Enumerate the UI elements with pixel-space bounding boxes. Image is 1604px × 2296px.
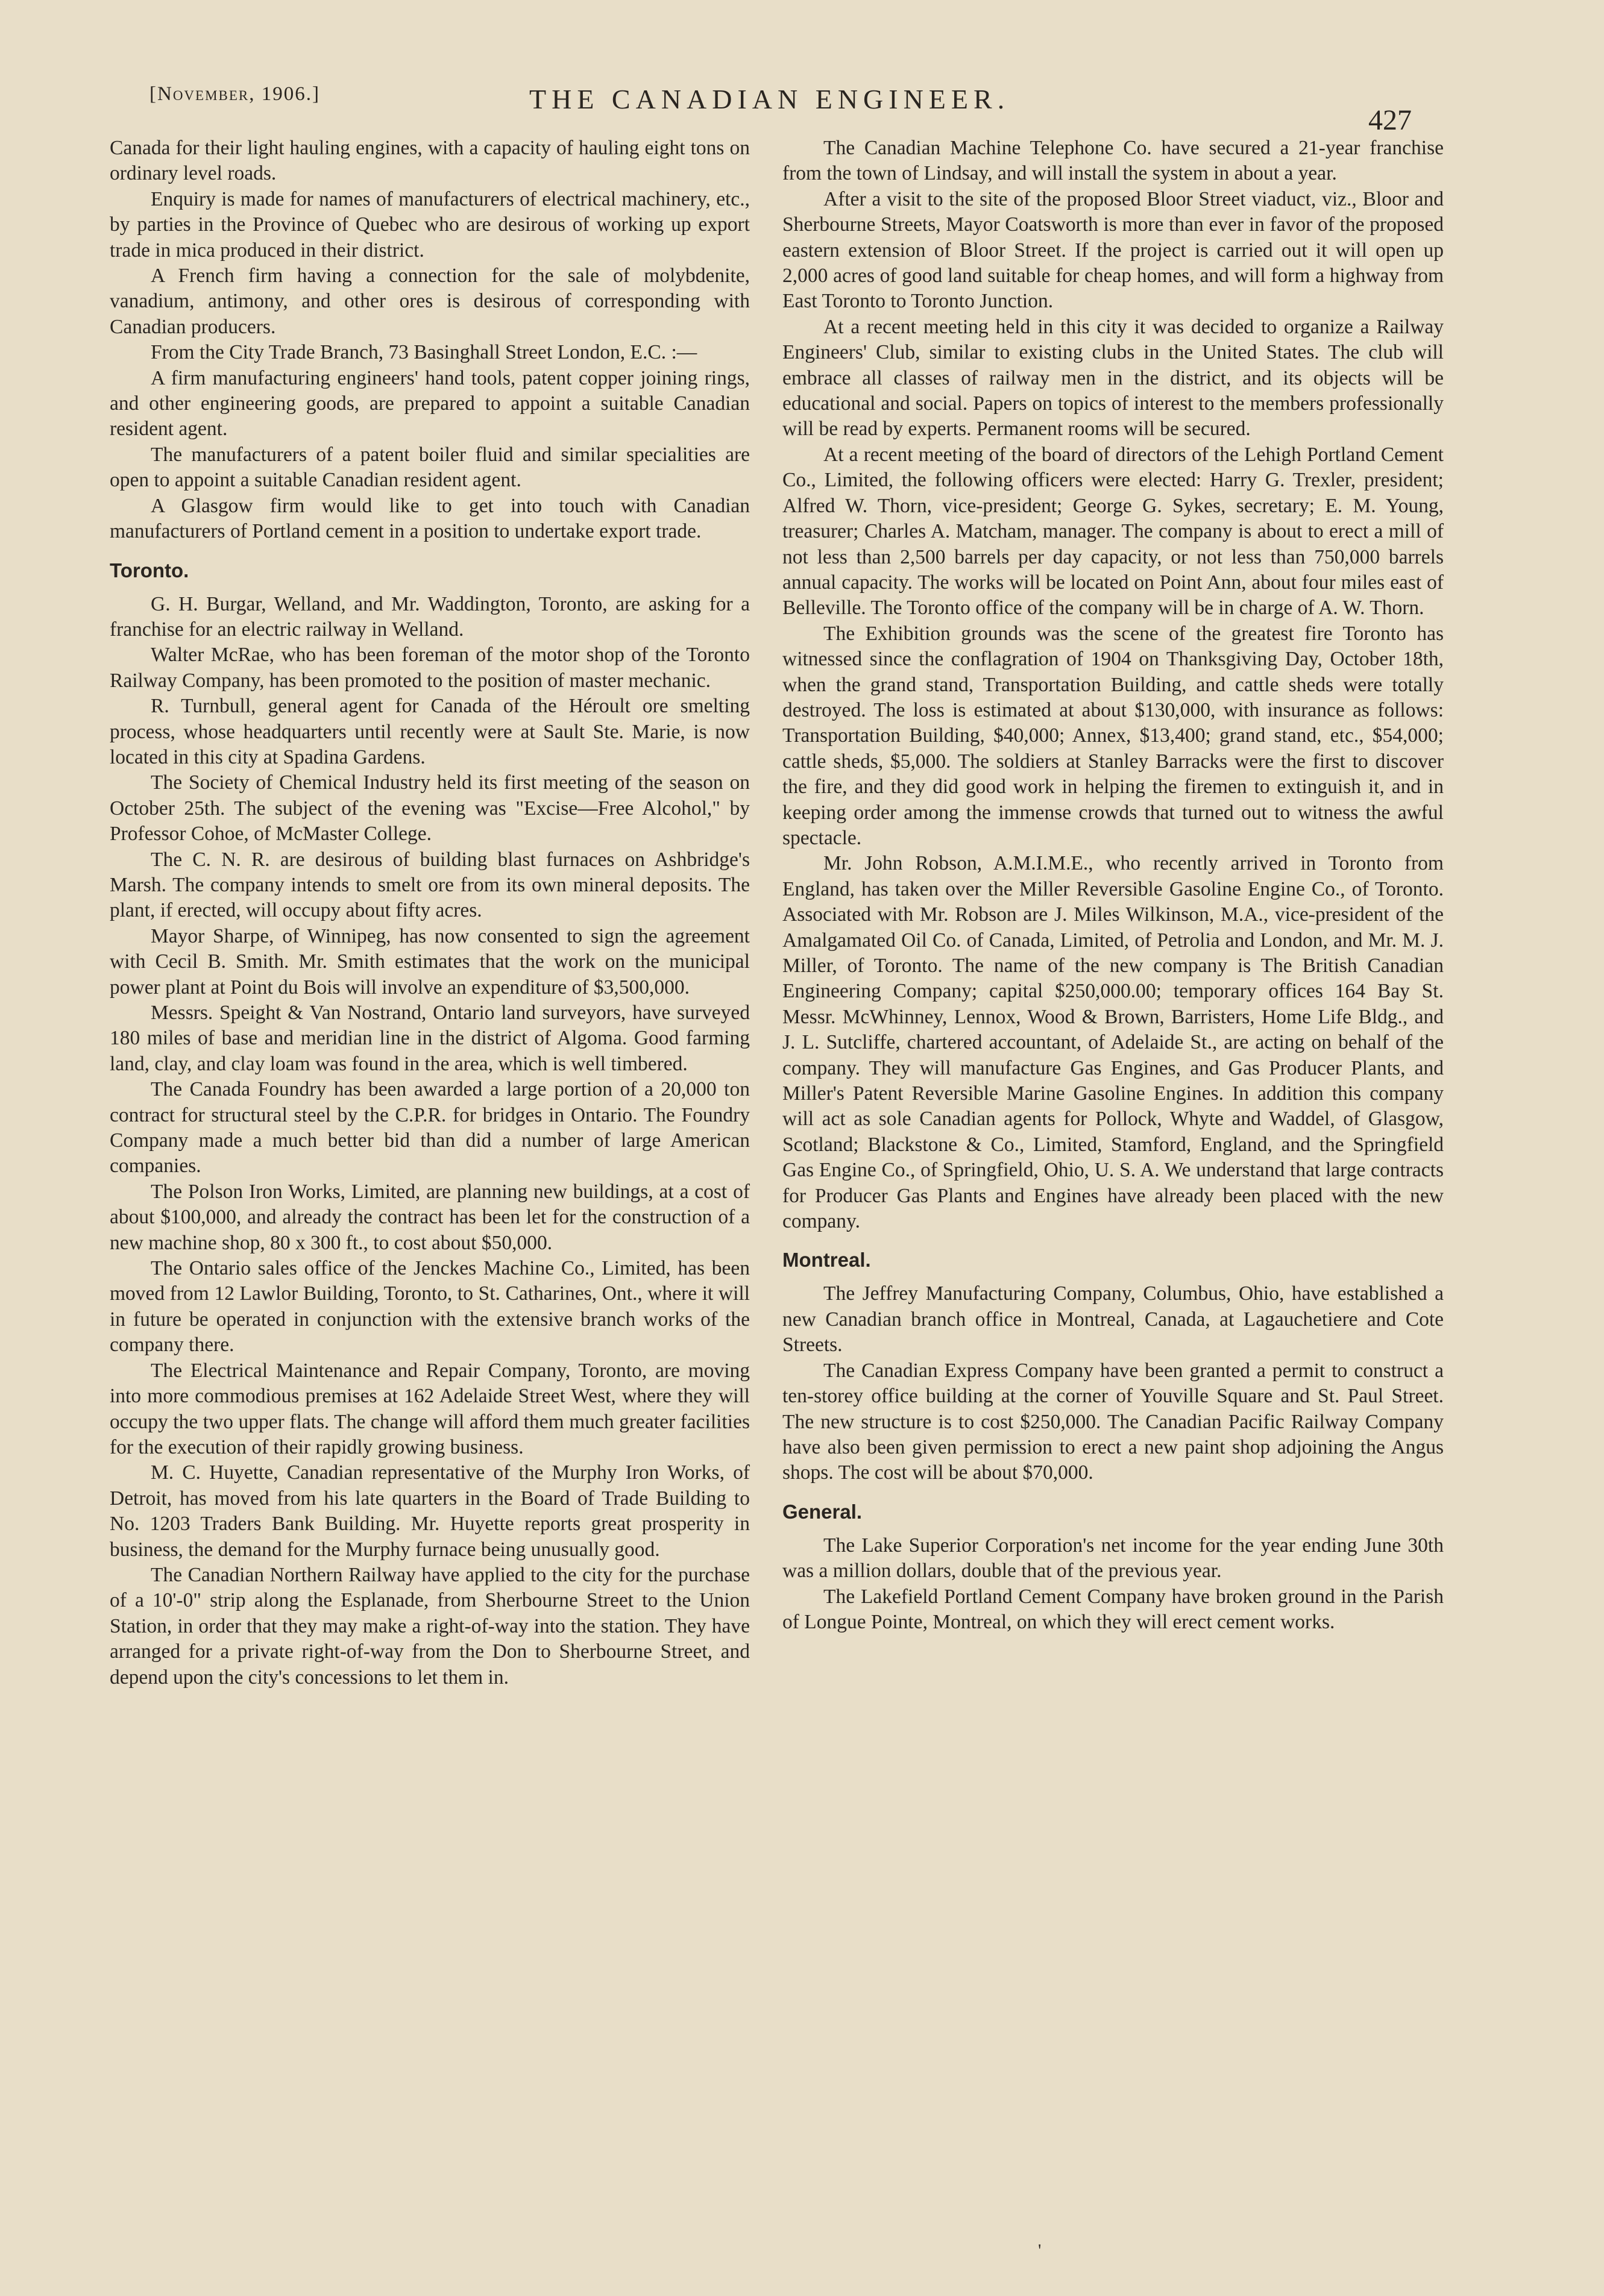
paragraph: Mr. John Robson, A.M.I.M.E., who recently arrived in Toronto from England, has taken over the Miller Reversible Gasoline Engine Co., of Toronto. Associated with Mr. Robson are J. Miles Wilkinson, M.A., vice-president of the Amalgamated Oil Co. of Canada, Limited, of Petrolia and London, and Mr. M. J. Miller, of Toronto. The name of the new company is The British Canadian Engineering Company; capital $250,000.00; temporary offices 164 Bay St. Messr. McWhinney, Lennox, Wood & Brown, Barristers, Home Life Bldg., and J. L. Sutcliffe, chartered accountant, of Adelaide St., are acting on behalf of the company. They will manufacture Gas Engines, and Gas Producer Plants, and Miller's Patent Reversible Marine Gasoline Engines. In addition this company will act as sole Canadian agents for Pollock, Whyte and Waddel, of Glasgow, Scotland; Blackstone & Co., Limited, Stamford, England, and the Springfield Gas Engine Co., of Springfield, Ohio, U. S. A. We understand that large contracts for Producer Gas Plants and Engines have already been placed with the new company. [782, 852, 1444, 1233]
paragraph: A French firm having a connection for the sale of molybdenite, vanadium, antimony, and other ores is desirous of corresponding with Canadian producers. [110, 265, 750, 338]
paragraph: Walter McRae, who has been foreman of the motor shop of the Toronto Railway Company, has been promoted to the position of master mechanic. [110, 644, 750, 692]
paragraph: At a recent meeting of the board of directors of the Lehigh Portland Cement Co., Limited, the following officers were elected: Harry G. Trexler, president; Alfred W. Thorn, vice-president; George G. Sykes, secretary; E. M. Young, treasurer; Charles A. Matcham, manager. The company is about to erect a mill of not less than 2,500 barrels per day capacity, or not less than 750,000 barrels annual capacity. The works will be located on Point Ann, about four miles east of Belleville. The Toronto office of the company will be in charge of A. W. Thorn. [782, 443, 1444, 619]
paragraph: The Canadian Northern Railway have applied to the city for the purchase of a 10'-0" strip along the Esplanade, from Sherbourne Street to the Union Station, in order that they may make a right-of-way into the station. They have arranged for a private right-of-way from the Don to Sherbourne Street, and depend upon the city's concessions to let them in. [110, 1563, 750, 1689]
paragraph: After a visit to the site of the proposed Bloor Street viaduct, viz., Bloor and Sherbourne Streets, Mayor Coatsworth is more than ever in favor of the proposed eastern extension of Bloor Street. If the project is carried out it will open up 2,000 acres of good land suitable for cheap homes, and will form a highway from East Toronto to Toronto Junction. [782, 187, 1444, 313]
journal-title: THE CANADIAN ENGINEER. [529, 84, 1010, 114]
section-heading-montreal: Montreal. [782, 1249, 871, 1272]
paragraph: The C. N. R. are desirous of building blast furnaces on Ashbridge's Marsh. The company intends to smelt ore from its own mineral deposits. The plant, if erected, will occupy about fifty acres. [110, 848, 750, 922]
paragraph: Enquiry is made for names of manufacturers of electrical machinery, etc., by parties in the Province of Quebec who are desirous of working up export trade in mica produced in their district. [110, 187, 750, 262]
paragraph: Messrs. Speight & Van Nostrand, Ontario land surveyors, have surveyed 180 miles of base and meridian line in the district of Algoma. Good farming land, clay, and clay loam was found in the area, which is well timbered. [110, 1002, 750, 1075]
footer-mark: ' [1038, 2241, 1042, 2260]
section-heading-general: General. [782, 1500, 863, 1523]
paragraph: The Society of Chemical Industry held its first meeting of the season on October 25th. The subject of the evening was "Excise—Free Alcohol," by Professor Cohoe, of McMaster College. [110, 771, 750, 845]
paragraph: A Glasgow firm would like to get into touch with Canadian manufacturers of Portland cement in a position to undertake export trade. [110, 494, 750, 543]
paragraph: At a recent meeting held in this city it was decided to organize a Railway Engineers' Club, similar to existing clubs in the United States. The club will embrace all classes of railway men in the district, and its objects will be educational and social. Papers on topics of interest to the members professionally will be read by experts. Permanent rooms will be secured. [782, 315, 1444, 441]
paragraph: Mayor Sharpe, of Winnipeg, has now consented to sign the agreement with Cecil B. Smith. Mr. Smith estimates that the work on the municipal power plant at Point du Bois will involve an expenditure of $3,500,000. [110, 924, 750, 999]
paragraph: A firm manufacturing engineers' hand tools, patent copper joining rings, and other engineering goods, are prepared to appoint a suitable Canadian resident agent. [110, 366, 750, 441]
paragraph: The Electrical Maintenance and Repair Company, Toronto, are moving into more commodious premises at 162 Adelaide Street West, where they will occupy the two upper flats. The change will afford them much greater facilities for the execution of their rapidly growing business. [110, 1359, 750, 1458]
paragraph: Canada for their light hauling engines, with a capacity of hauling eight tons on ordinary level roads. [110, 137, 750, 185]
paragraph: From the City Trade Branch, 73 Basinghall Street London, E.C. :— [151, 341, 697, 364]
left-column [110, 136, 750, 1690]
issue-date: [November, 1906.] [149, 83, 321, 105]
paragraph: M. C. Huyette, Canadian representative of the Murphy Iron Works, of Detroit, has moved from his late quarters in the Board of Trade Building to No. 1203 Traders Bank Building. Mr. Huyette reports great prosperity in business, the demand for the Murphy furnace being unusually good. [110, 1461, 750, 1561]
section-heading-toronto: Toronto. [110, 559, 189, 582]
paragraph: The Jeffrey Manufacturing Company, Columbus, Ohio, have established a new Canadian branch office in Montreal, Canada, at Lagauchetiere and Cote Streets. [782, 1282, 1444, 1357]
paragraph: The Polson Iron Works, Limited, are planning new buildings, at a cost of about $100,000, and already the contract has been let for the construction of a new machine shop, 80 x 300 ft., to cost about $50,000. [110, 1180, 750, 1254]
paragraph: The manufacturers of a patent boiler fluid and similar specialities are open to appoint a suitable Canadian resident agent. [110, 443, 750, 492]
paragraph: The Lake Superior Corporation's net income for the year ending June 30th was a million dollars, double that of the previous year. [782, 1534, 1444, 1582]
page-number: 427 [1368, 104, 1412, 136]
paragraph: The Canada Foundry has been awarded a large portion of a 20,000 ton contract for structural steel by the C.P.R. for bridges in Ontario. The Foundry Company made a much better bid than did a number of large American companies. [110, 1078, 750, 1178]
paragraph: The Lakefield Portland Cement Company have broken ground in the Parish of Longue Pointe, Montreal, on which they will erect cement works. [782, 1585, 1444, 1633]
paragraph: The Canadian Machine Telephone Co. have secured a 21-year franchise from the town of Lindsay, and will install the system in about a year. [782, 137, 1444, 185]
paragraph: R. Turnbull, general agent for Canada of the Héroult ore smelting process, whose headquarters until recently were at Sault Ste. Marie, is now located in this city at Spadina Gardens. [110, 695, 750, 768]
right-column [782, 136, 1444, 1635]
paragraph: G. H. Burgar, Welland, and Mr. Waddington, Toronto, are asking for a franchise for an electric railway in Welland. [110, 592, 750, 641]
paragraph: The Exhibition grounds was the scene of the greatest fire Toronto has witnessed since the conflagration of 1904 on Thanksgiving Day, October 18th, when the grand stand, Transportation Building, and cattle sheds were totally destroyed. The loss is estimated at about $130,000, with insurance as follows: Transportation Building, $40,000; Annex, $13,400; grand stand, etc., $54,000; cattle sheds, $5,000. The soldiers at Stanley Barracks were the first to discover the fire, and they did good work in helping the firemen to extinguish it, and in keeping order among the immense crowds that turned out to witness the awful spectacle. [782, 622, 1444, 849]
paragraph: The Canadian Express Company have been granted a permit to construct a ten-storey office building at the corner of Youville Square and St. Paul Street. The new structure is to cost $250,000. The Canadian Pacific Railway Company have also been given permission to erect a new paint shop adjoining the Angus shops. The cost will be about $70,000. [782, 1359, 1444, 1484]
paragraph: The Ontario sales office of the Jenckes Machine Co., Limited, has been moved from 12 Lawlor Building, Toronto, to St. Catharines, Ont., where it will in future be operated in conjunction with the extensive branch works of the company there. [110, 1257, 750, 1357]
